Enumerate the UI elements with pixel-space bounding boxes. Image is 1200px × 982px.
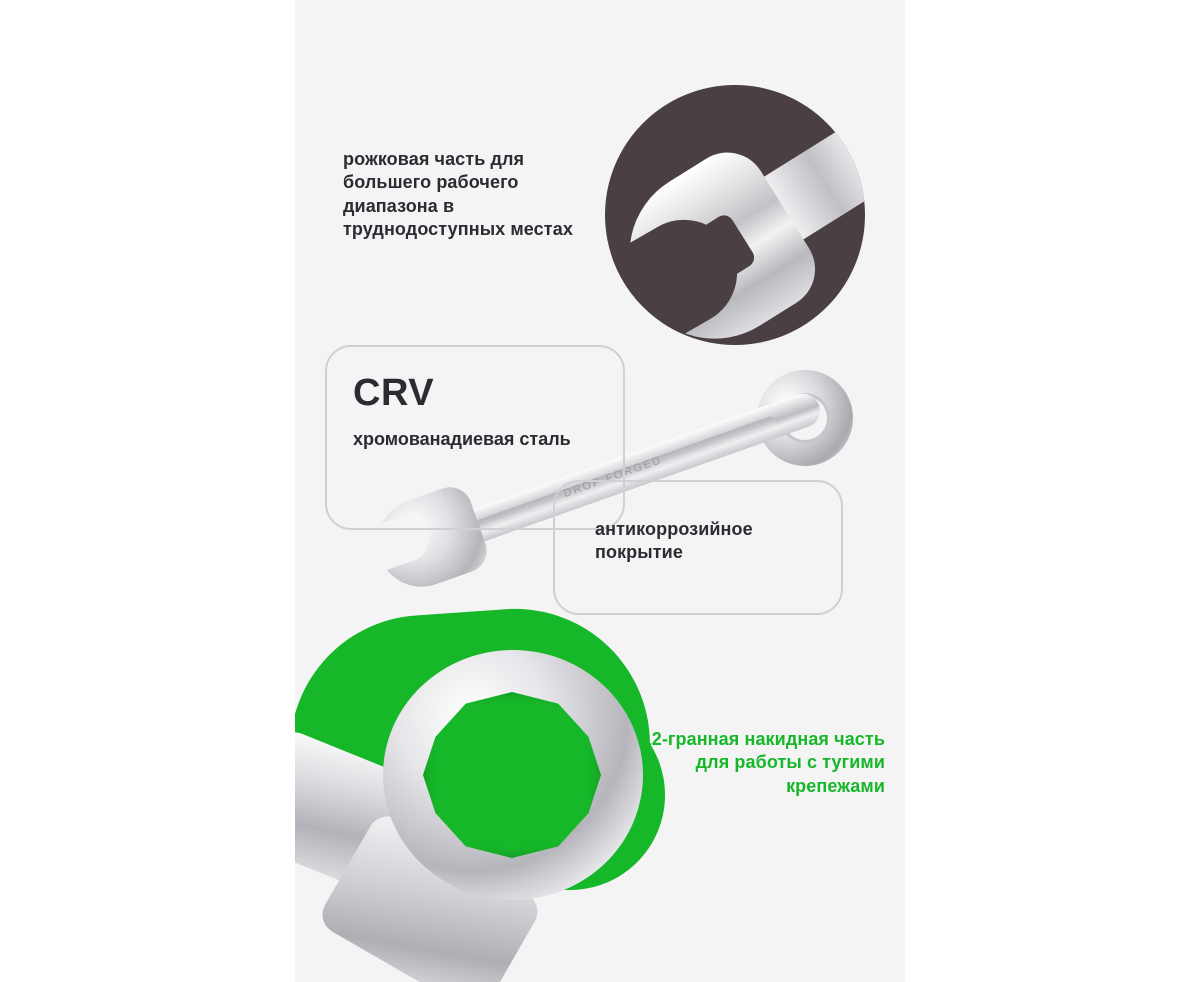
open-end-wrench-icon [605,85,865,345]
crv-subtitle: хромованадиевая сталь [353,429,571,449]
callout-box-end-text: 12-гранная накидная часть для работы с тугими крепежами [641,729,885,796]
open-end-zoom-bubble [605,85,865,345]
product-infographic-canvas [295,0,905,982]
callout-coating-text: антикоррозийное покрытие [595,519,753,563]
crv-title: CRV [353,372,435,414]
callout-open-end-text: рожковая часть для большего рабочего диапазона в труднодоступных местах [343,149,573,240]
drop-forged-stamp: DROP FORGED [562,454,664,500]
